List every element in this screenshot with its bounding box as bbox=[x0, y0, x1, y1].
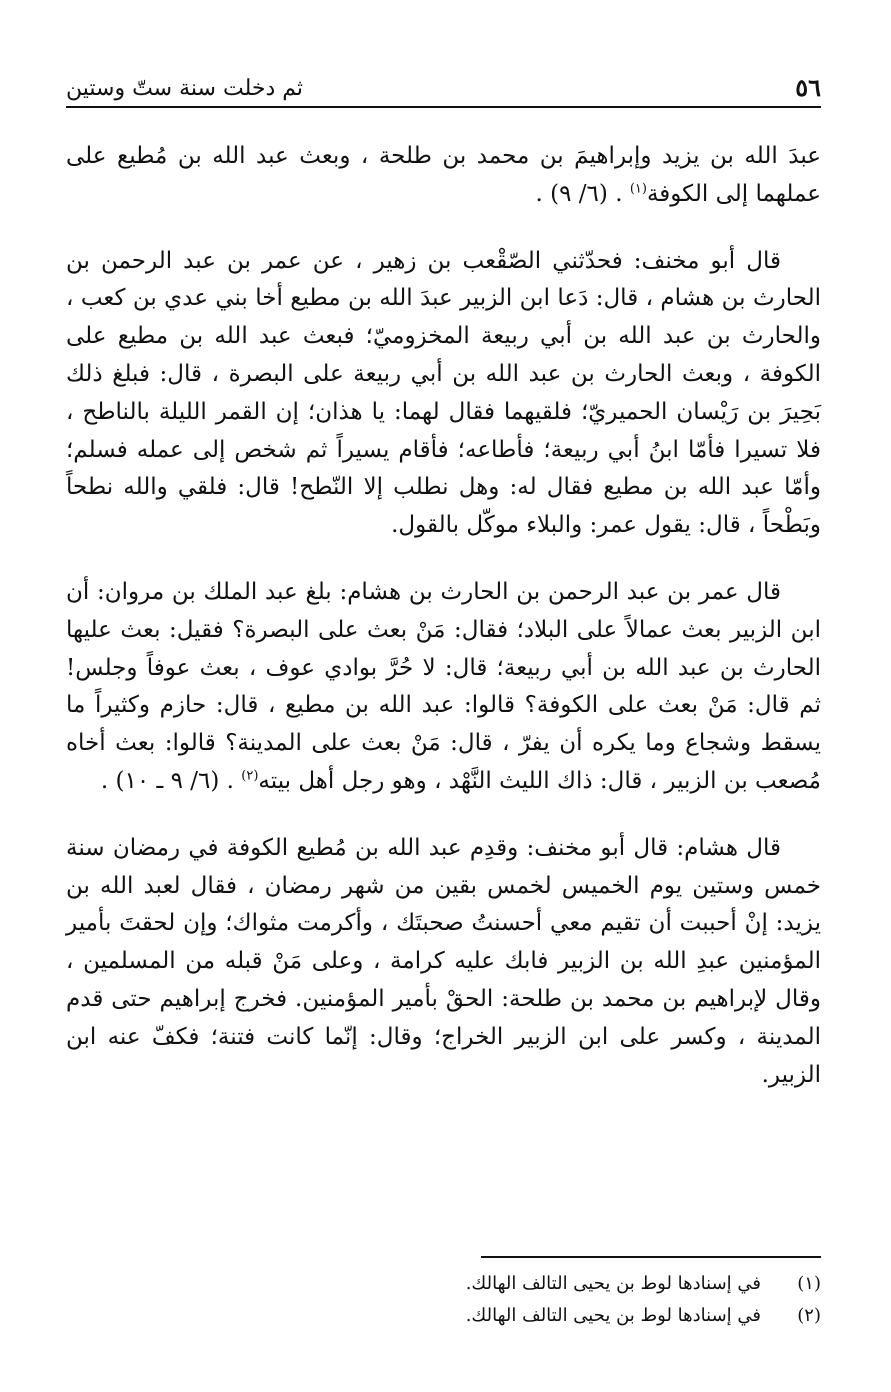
paragraph bbox=[66, 243, 821, 545]
footnote bbox=[300, 1268, 821, 1300]
footnote-marker: (١) bbox=[797, 1273, 821, 1294]
footnote-text: في إسنادها لوط بن يحيى التالف الهالك. bbox=[465, 1305, 761, 1326]
paragraph bbox=[66, 574, 821, 801]
paragraph bbox=[66, 830, 821, 1095]
citation: . (٦/ ٩ ـ ١٠) . bbox=[100, 767, 242, 794]
footnote-marker: (٢) bbox=[797, 1305, 821, 1326]
main-text bbox=[66, 138, 821, 1123]
paragraph-text: قال أبو مخنف: فحدّثني الصّقْعب بن زهير ، عن عمر بن عبد الرحمن بن الحارث بن هشام ، قال: دَعا ابن الزبير عبدَ الله بن مطيع أخا بني عدي بن كعب ، والحارث بن عبد الله بن أبي ربيعة المخزوميّ؛ فبعث عبد الله بن مطيع على الكوفة ، وبعث الحارث بن عبد الله بن أبي ربيعة على البصرة ، قال: فبلغ ذلك بَحِيرَ بن رَيْسان الحميريّ؛ فلقيهما فقال لهما: يا هذان؛ إن القمر الليلة بالناطح ، فلا تسيرا فأمّا ابنُ أبي ربيعة؛ فأطاعه؛ فأقام يسيراً ثم شخص إلى عمله فسلم؛ وأمّا عبد الله بن مطيع فقال له: وهل نطلب إلا النّطح! قال: فلقي والله نطحاً وبَطْحاً ، قال: يقول عمر: والبلاء موكّل بالقول. bbox=[66, 247, 821, 539]
paragraph-text: قال عمر بن عبد الرحمن بن الحارث بن هشام: بلغ عبد الملك بن مروان: أن ابن الزبير بعث عمالاً على البلاد؛ فقال: مَنْ بعث على البصرة؟ فقيل: بعث عليها الحارث بن عبد الله بن أبي ربيعة؛ قال: لا حُرَّ بوادي عوف ، بعث عوفاً وجلس! ثم قال: مَنْ بعث على الكوفة؟ قالوا: عبد الله بن مطيع ، قال: حازم وكثيراً ما يسقط وشجاع وما يكره أن يفرّ ، قال: مَنْ بعث على المدينة؟ قالوا: بعث أخاه مُصعب بن الزبير ، قال: ذاك الليث النَّهْد ، وهو رجل أهل بيته bbox=[66, 578, 821, 794]
footnote-text: في إسنادها لوط بن يحيى التالف الهالك. bbox=[465, 1273, 761, 1294]
footnote bbox=[300, 1300, 821, 1332]
footnotes bbox=[300, 1268, 821, 1332]
page-number: ٥٦ bbox=[795, 73, 821, 102]
paragraph-continuation bbox=[66, 138, 821, 214]
running-title: ثم دخلت سنة ستّ وستين bbox=[66, 76, 304, 101]
paragraph-text: قال هشام: قال أبو مخنف: وقدِم عبد الله بن مُطيع الكوفة في رمضان سنة خمس وستين يوم الخميس لخمس بقين من شهر رمضان ، فقال لعبد الله بن يزيد: إنْ أحببت أن تقيم معي أحسنتُ صحبتَك ، وأكرمت مثواك؛ وإن لحقتَ بأمير المؤمنين عبدِ الله بن الزبير فابك عليه كرامة ، وعلى مَنْ قبله من المسلمين ، وقال لإبراهيم بن محمد بن طلحة: الحقْ بأمير المؤمنين. فخرج إبراهيم حتى قدم المدينة ، وكسر على ابن الزبير الخراج؛ وقال: إنّما كانت فتنة؛ فكفّ عنه ابن الزبير. bbox=[66, 834, 821, 1088]
footnote-reference: (١) bbox=[629, 181, 647, 197]
footnote-reference: (٢) bbox=[241, 768, 259, 784]
footnote-divider bbox=[481, 1256, 821, 1258]
paragraph-text: عبدَ الله بن يزيد وإبراهيمَ بن محمد بن طلحة ، وبعث عبد الله بن مُطيع على عملهما إلى الكوفة bbox=[66, 143, 821, 207]
page-header bbox=[66, 66, 821, 108]
citation: . (٦/ ٩) . bbox=[535, 180, 630, 207]
